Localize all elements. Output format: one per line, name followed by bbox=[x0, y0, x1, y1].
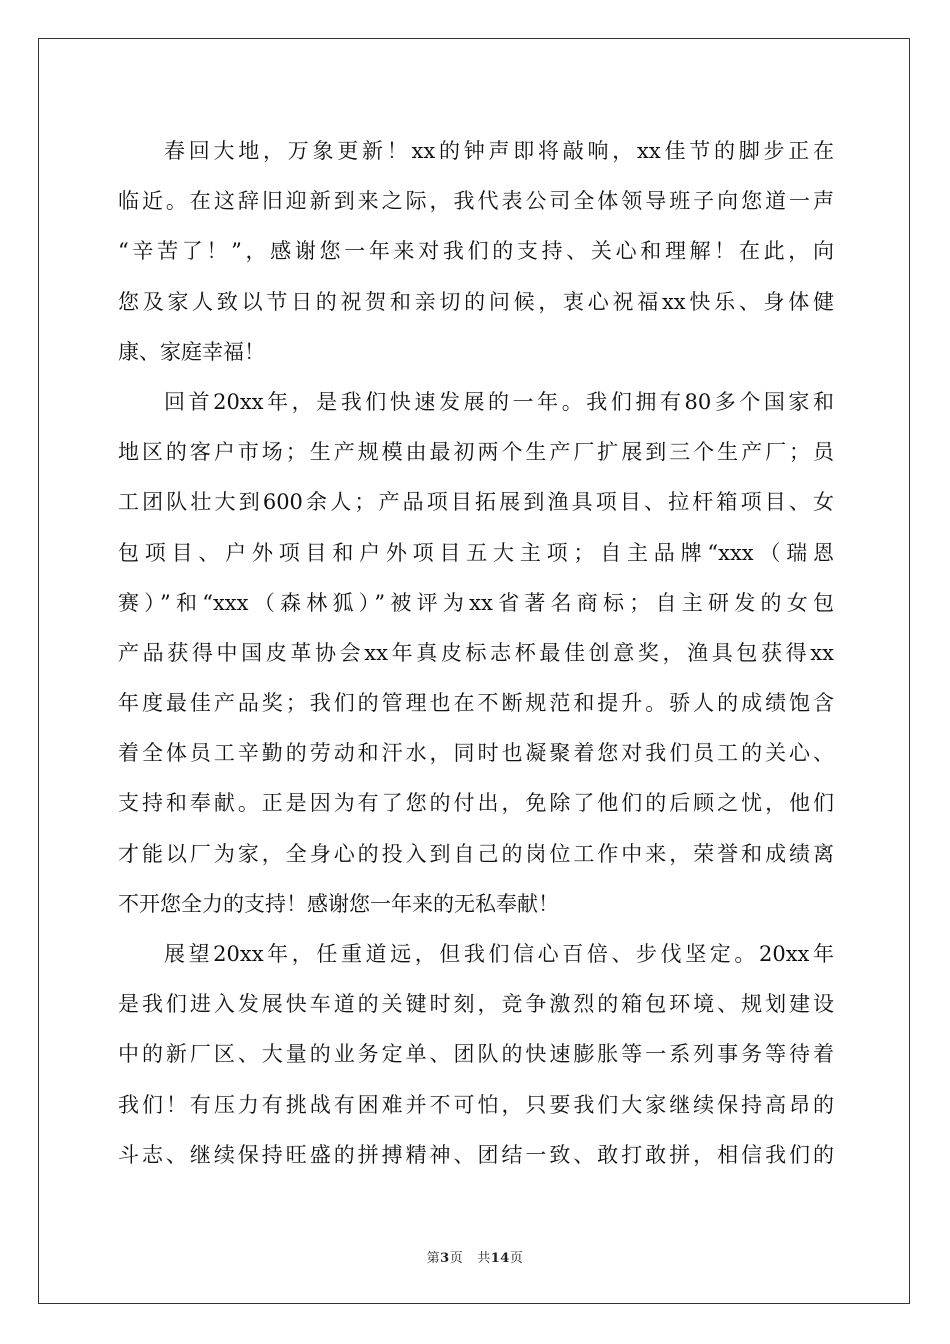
paragraph-2-line-10: 才能以厂为家，全身心的投入到自己的岗位工作中来，荣誉和成绩离 bbox=[118, 841, 834, 866]
paragraph-1-line-3: “辛苦了！”，感谢您一年来对我们的支持、关心和理解！在此，向 bbox=[118, 239, 834, 264]
paragraph-2-line-8: 着全体员工辛勤的劳动和汗水，同时也凝聚着您对我们员工的关心、 bbox=[118, 741, 834, 766]
paragraph-3-line-4: 我们！有压力有挑战有困难并不可怕，只要我们大家继续保持高昂的 bbox=[118, 1092, 834, 1117]
paragraph-2-line-11: 不开您全力的支持！感谢您一年来的无私奉献！ bbox=[118, 891, 559, 916]
paragraph-3-line-5: 斗志、继续保持旺盛的拼搏精神、团结一致、敢打敢拼，相信我们的 bbox=[118, 1142, 834, 1167]
paragraph-2-line-9: 支持和奉献。正是因为有了您的付出，免除了他们的后顾之忧，他们 bbox=[118, 791, 834, 816]
current-page-number: 3 bbox=[440, 1251, 450, 1266]
paragraph-1-line-5: 康、家庭幸福！ bbox=[118, 339, 265, 364]
page-footer bbox=[0, 1247, 950, 1266]
document-body bbox=[118, 126, 834, 1180]
total-label-prefix: 共 bbox=[477, 1251, 491, 1266]
paragraph-1-line-4: 您及家人致以节日的祝贺和亲切的问候，衷心祝福xx快乐、身体健 bbox=[118, 289, 834, 314]
paragraph-2-line-7: 年度最佳产品奖；我们的管理也在不断规范和提升。骄人的成绩饱含 bbox=[118, 691, 834, 716]
paragraph-3-line-2: 是我们进入发展快车道的关键时刻，竞争激烈的箱包环境、规划建设 bbox=[118, 992, 834, 1017]
paragraph-2-line-2: 地区的客户市场；生产规模由最初两个生产厂扩展到三个生产厂；员 bbox=[118, 440, 834, 465]
page-label-suffix: 页 bbox=[449, 1251, 464, 1266]
paragraph-2-line-4: 包项目、户外项目和户外项目五大主项；自主品牌“xxx（瑞恩 bbox=[118, 540, 834, 565]
paragraph-3-line-1: 展望20xx年，任重道远，但我们信心百倍、步伐坚定。20xx年 bbox=[164, 942, 834, 966]
paragraph-1-line-2: 临近。在这辞旧迎新到来之际，我代表公司全体领导班子向您道一声 bbox=[118, 189, 834, 214]
paragraph-2-line-3: 工团队壮大到600余人；产品项目拓展到渔具项目、拉杆箱项目、女 bbox=[118, 490, 834, 515]
paragraph-1-line-1: 春回大地，万象更新！xx的钟声即将敲响，xx佳节的脚步正在 bbox=[164, 139, 834, 163]
page-label-prefix: 第 bbox=[426, 1251, 441, 1266]
paragraph-2-line-6: 产品获得中国皮革协会xx年真皮标志杯最佳创意奖，渔具包获得xx bbox=[118, 640, 834, 665]
paragraph-2-line-1: 回首20xx年，是我们快速发展的一年。我们拥有80多个国家和 bbox=[164, 389, 834, 414]
total-pages-number: 14 bbox=[490, 1251, 510, 1266]
total-label-suffix: 页 bbox=[509, 1251, 524, 1266]
paragraph-2-line-5: 赛）”和“xxx（森林狐）”被评为xx省著名商标；自主研发的女包 bbox=[118, 590, 834, 615]
paragraph-3-line-3: 中的新厂区、大量的业务定单、团队的快速膨胀等一系列事务等待着 bbox=[118, 1042, 834, 1067]
